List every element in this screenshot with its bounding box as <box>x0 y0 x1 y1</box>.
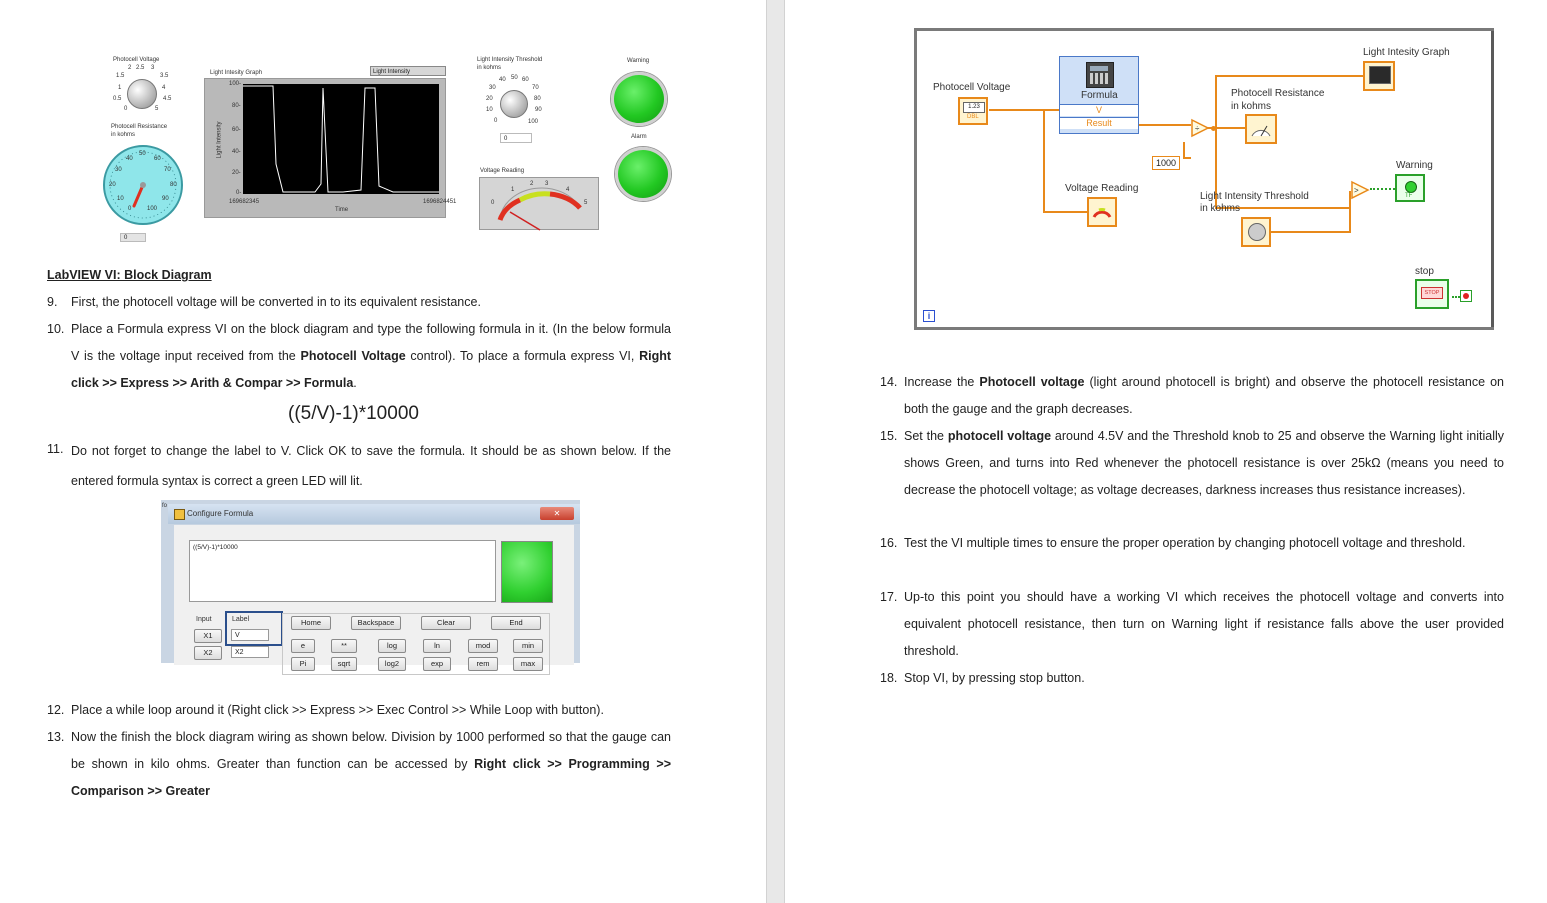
photocell-voltage-control[interactable] <box>958 97 988 125</box>
graph-legend <box>370 66 446 76</box>
mod-button[interactable]: mod <box>468 639 498 653</box>
sqrt-button[interactable]: sqrt <box>331 657 357 671</box>
exp-button[interactable]: exp <box>423 657 451 671</box>
list-text: Test the VI multiple times to ensure the proper operation by changing photocell voltage and threshold. <box>904 536 1466 550</box>
formula-express-vi[interactable] <box>1059 56 1139 134</box>
threshold-knob[interactable] <box>500 90 528 118</box>
front-panel-figure <box>100 52 680 252</box>
gauge-tick: 20 <box>109 182 116 188</box>
voltage-reading-meter <box>479 177 599 230</box>
iteration-terminal: i <box>923 310 935 322</box>
stop-button-terminal[interactable] <box>1415 279 1449 309</box>
rem-button[interactable]: rem <box>468 657 498 671</box>
list-number: 14. <box>880 375 898 389</box>
e-button[interactable]: e <box>291 639 315 653</box>
voltage-tick: 4 <box>566 187 570 193</box>
formula-textbox[interactable]: ((5/V)-1)*10000 <box>189 540 496 602</box>
graph-y-tick: 0- <box>236 190 242 196</box>
calculator-keys <box>1090 73 1108 84</box>
text-bold: photocell voltage <box>947 429 1052 443</box>
knob-tick: 4.5 <box>163 96 172 102</box>
list-text <box>71 316 671 397</box>
constant-1000[interactable]: 1000 <box>1152 156 1180 170</box>
voltage-reading-terminal[interactable] <box>1087 197 1117 227</box>
gauge-tick: 100 <box>147 206 158 212</box>
svg-text:>: > <box>1354 186 1359 195</box>
text-run: Increase the <box>904 375 980 389</box>
log-button[interactable]: log <box>378 639 406 653</box>
voltage-tick: 5 <box>584 200 588 206</box>
threshold-tick: 80 <box>534 96 541 102</box>
resistance-terminal-units: in kohms <box>1231 101 1272 112</box>
wire-junction <box>1211 126 1216 131</box>
list-number: 13. <box>47 730 65 744</box>
syntax-ok-led <box>501 541 553 603</box>
list-text <box>904 369 1504 423</box>
list-number: 17. <box>880 590 898 604</box>
page-gutter <box>766 0 785 903</box>
list-number: 15. <box>880 429 898 443</box>
threshold-terminal-units: in kohms <box>1200 203 1241 214</box>
gauge-label: Photocell Resistance <box>111 124 168 130</box>
behind-window-text: fo <box>162 503 168 509</box>
list-text: Stop VI, by pressing stop button. <box>904 671 1085 685</box>
wire <box>1043 211 1087 213</box>
alarm-label: Alarm <box>631 134 647 140</box>
knob-tick: 0 <box>124 106 128 112</box>
dialog-body <box>174 525 574 668</box>
wire <box>1269 231 1351 233</box>
voltage-tick: 1 <box>511 187 515 193</box>
photocell-voltage-knob[interactable] <box>127 79 157 109</box>
graph-y-tick: 20- <box>232 170 241 176</box>
min-button[interactable]: min <box>513 639 543 653</box>
gauge-readout: 0 <box>120 233 146 242</box>
meter-icon <box>1091 201 1113 221</box>
graph-y-tick: 80- <box>232 103 241 109</box>
threshold-tick: 90 <box>535 107 542 113</box>
backspace-button[interactable]: Backspace <box>351 616 401 630</box>
x2-label-field[interactable]: X2 <box>231 646 269 658</box>
threshold-tick: 50 <box>511 75 518 81</box>
threshold-tick: 30 <box>489 85 496 91</box>
end-button[interactable]: End <box>491 616 541 630</box>
ln-button[interactable]: ln <box>423 639 451 653</box>
voltage-tick: 0 <box>491 200 495 206</box>
gauge-tick: 70 <box>164 167 171 173</box>
gauge-tick: 80 <box>170 182 177 188</box>
threshold-terminal-label: Light Intensity Threshold <box>1200 191 1309 202</box>
right-page <box>785 0 1547 903</box>
gauge-tick: 50 <box>139 151 146 157</box>
threshold-terminal[interactable] <box>1241 217 1271 247</box>
knob-label: Photocell Voltage <box>113 57 160 63</box>
formula-line: ((5/V)-1)*10000 <box>288 403 419 424</box>
list-text <box>904 423 1504 504</box>
voltage-reading-terminal-label: Voltage Reading <box>1065 183 1139 194</box>
wire <box>1215 75 1363 77</box>
pi-button[interactable]: Pi <box>291 657 315 671</box>
log2-button[interactable]: log2 <box>378 657 406 671</box>
graph-icon <box>1369 66 1391 84</box>
graph-plot-area <box>243 84 439 194</box>
knob-tick: 1 <box>118 85 122 91</box>
power-button[interactable]: ** <box>331 639 357 653</box>
left-page <box>0 0 766 903</box>
threshold-label: Light Intensity Threshold <box>477 57 543 63</box>
wire <box>1043 109 1045 213</box>
threshold-tick: 20 <box>486 96 493 102</box>
warning-led-terminal[interactable] <box>1395 174 1425 202</box>
text-run: (light around photocell is bright) and observe the photocell resistance on both the gauge and the graph decreases. <box>904 375 1505 416</box>
text-run: Place a Formula express VI on the block diagram and type the following formula in it. (In the below formula V is the voltage input received from the <box>71 322 671 363</box>
knob-tick: 4 <box>162 85 166 91</box>
stop-wire <box>1452 296 1460 298</box>
wire <box>1139 124 1191 126</box>
warning-terminal-label: Warning <box>1396 160 1433 171</box>
voltage-reading-label: Voltage Reading <box>480 168 525 174</box>
knob-tick: 2 <box>128 65 132 71</box>
close-icon[interactable]: ✕ <box>540 507 574 520</box>
gauge-icon <box>1249 118 1273 138</box>
block-diagram-heading: LabVIEW VI: Block Diagram <box>47 268 212 282</box>
text-bold: Photocell voltage <box>979 375 1085 389</box>
knob-tick: 0.5 <box>113 96 122 102</box>
knob-tick: 1.5 <box>116 73 125 79</box>
threshold-tick: 40 <box>499 77 506 83</box>
knob-tick: 5 <box>155 106 159 112</box>
formula-output-result: Result <box>1060 117 1138 129</box>
clear-button[interactable]: Clear <box>421 616 471 630</box>
text-run: . <box>353 376 357 390</box>
voltage-tick: 2 <box>530 181 534 187</box>
list-number: 11. <box>47 442 64 456</box>
resistance-gauge-terminal[interactable] <box>1245 114 1277 144</box>
list-text: Up-to this point you should have a working VI which receives the photocell voltage and converts into equivalent photocell resistance, then turn on Warning light if resistance falls above the user provided threshold. <box>904 590 1504 658</box>
configure-formula-figure <box>161 500 580 668</box>
text-run: Now the finish the block diagram wiring as shown below. Division by 1000 performed so that the gauge can be shown in kilo ohms. Greater than function can be accessed by <box>71 730 671 771</box>
graph-y-tick: 100- <box>229 81 242 87</box>
threshold-tick: 60 <box>522 77 529 83</box>
divide-node <box>1191 119 1209 137</box>
svg-text:÷: ÷ <box>1195 124 1200 133</box>
dialog-title: Configure Formula <box>187 509 254 518</box>
gauge-tick: 60 <box>154 156 161 162</box>
threshold-readout: 0 <box>500 133 532 143</box>
home-button[interactable]: Home <box>291 616 331 630</box>
gauge-tick: 0 <box>128 206 132 212</box>
formula-title: Formula <box>1081 90 1118 101</box>
text-run: Set the <box>904 429 948 443</box>
list-number: 16. <box>880 536 898 550</box>
graph-x-label: Time <box>335 207 349 213</box>
graph-legend-label: Light Intensity <box>373 69 411 75</box>
block-diagram-figure <box>914 28 1494 330</box>
while-loop-shadow <box>1491 31 1494 327</box>
greater-than-node <box>1351 181 1369 199</box>
graph-x-end: 1696824451 <box>423 199 457 205</box>
threshold-tick: 70 <box>532 85 539 91</box>
photocell-voltage-label: Photocell Voltage <box>933 82 1011 93</box>
list-number: 12. <box>47 703 65 717</box>
wire <box>1215 75 1217 209</box>
input-column-header: Input <box>196 616 212 623</box>
numeric-control-face: 1.23 <box>963 102 985 113</box>
graph-y-tick: 60- <box>232 127 241 133</box>
wire <box>989 109 1059 111</box>
graph-y-tick: 40- <box>232 149 241 155</box>
max-button[interactable]: max <box>513 657 543 671</box>
graph-terminal[interactable] <box>1363 61 1395 91</box>
knob-tick: 2.5 <box>136 65 145 71</box>
light-intensity-graph <box>204 78 457 218</box>
x1-label-field[interactable]: V <box>231 629 269 641</box>
boolean-wire <box>1370 188 1395 190</box>
warning-led <box>611 72 667 126</box>
stop-label: stop <box>1415 266 1434 277</box>
voltage-tick: 3 <box>545 181 549 187</box>
x1-toggle[interactable]: X1 <box>194 629 222 643</box>
dbl-tag: DBL <box>967 114 979 120</box>
threshold-tick: 0 <box>494 118 498 124</box>
text-bold: Right click >> Programming >> Comparison >> Greater <box>71 757 671 798</box>
gauge-tick: 90 <box>162 196 169 202</box>
stop-button-face: STOP <box>1421 287 1443 299</box>
text-run: around 4.5V and the Threshold knob to 25 and observe the Warning light initially shows Green, and turns into Red whenever the photocell resistance is over 25kΩ (means you need to decrease the photocell voltage; as voltage decreases, darkness increases thus resistance increases). <box>904 429 1505 497</box>
knob-tick: 3 <box>151 65 155 71</box>
list-text: First, the photocell voltage will be converted in to its equivalent resistance. <box>71 295 481 309</box>
gauge-tick: 40 <box>126 156 133 162</box>
threshold-label-units: in kohms <box>477 65 502 71</box>
warning-label: Warning <box>627 58 650 64</box>
text-bold: Photocell Voltage <box>300 349 406 363</box>
formula-input-v: V <box>1060 104 1138 116</box>
threshold-tick: 100 <box>528 119 539 125</box>
gauge-label-units: in kohms <box>111 132 136 138</box>
wire <box>1183 142 1185 159</box>
text-bold: Right click >> Express >> Arith & Compar >> Formula <box>71 349 672 390</box>
led-icon <box>1405 181 1417 193</box>
list-text <box>71 724 671 805</box>
list-number: 10. <box>47 322 65 336</box>
label-column-header: Label <box>232 616 250 623</box>
list-number: 9. <box>47 295 58 309</box>
stop-sign-icon <box>1463 293 1469 299</box>
list-text: Place a while loop around it (Right click >> Express >> Exec Control >> While Loop with button). <box>71 703 604 717</box>
loop-condition-icon[interactable] <box>1460 290 1472 302</box>
graph-terminal-label: Light Intesity Graph <box>1363 47 1450 58</box>
dialog-titlebar <box>168 504 580 524</box>
knob-tick: 3.5 <box>160 73 169 79</box>
graph-y-axis-label: Light Intensity <box>216 121 223 159</box>
list-text: Do not forget to change the label to V. Click OK to save the formula. It should be as shown below. If the entered formula syntax is correct a green LED will lit. <box>71 444 671 488</box>
text-run: control). To place a formula express VI, <box>405 349 640 363</box>
gauge-tick: 30 <box>115 167 122 173</box>
gauge-tick: 10 <box>117 196 124 202</box>
dialog-app-icon <box>174 509 185 520</box>
tf-tag: TF <box>1405 193 1413 199</box>
alarm-led <box>615 147 671 201</box>
calculator-screen <box>1090 66 1108 71</box>
graph-x-start: 169682345 <box>229 199 260 205</box>
graph-label: Light Intesity Graph <box>210 70 263 76</box>
calculator-icon <box>1086 62 1114 88</box>
threshold-tick: 10 <box>486 107 493 113</box>
list-number: 18. <box>880 671 898 685</box>
resistance-terminal-label: Photocell Resistance <box>1231 88 1325 99</box>
wire <box>1237 127 1245 129</box>
voltage-arc <box>480 178 598 229</box>
knob-icon <box>1248 223 1266 241</box>
x2-toggle[interactable]: X2 <box>194 646 222 660</box>
